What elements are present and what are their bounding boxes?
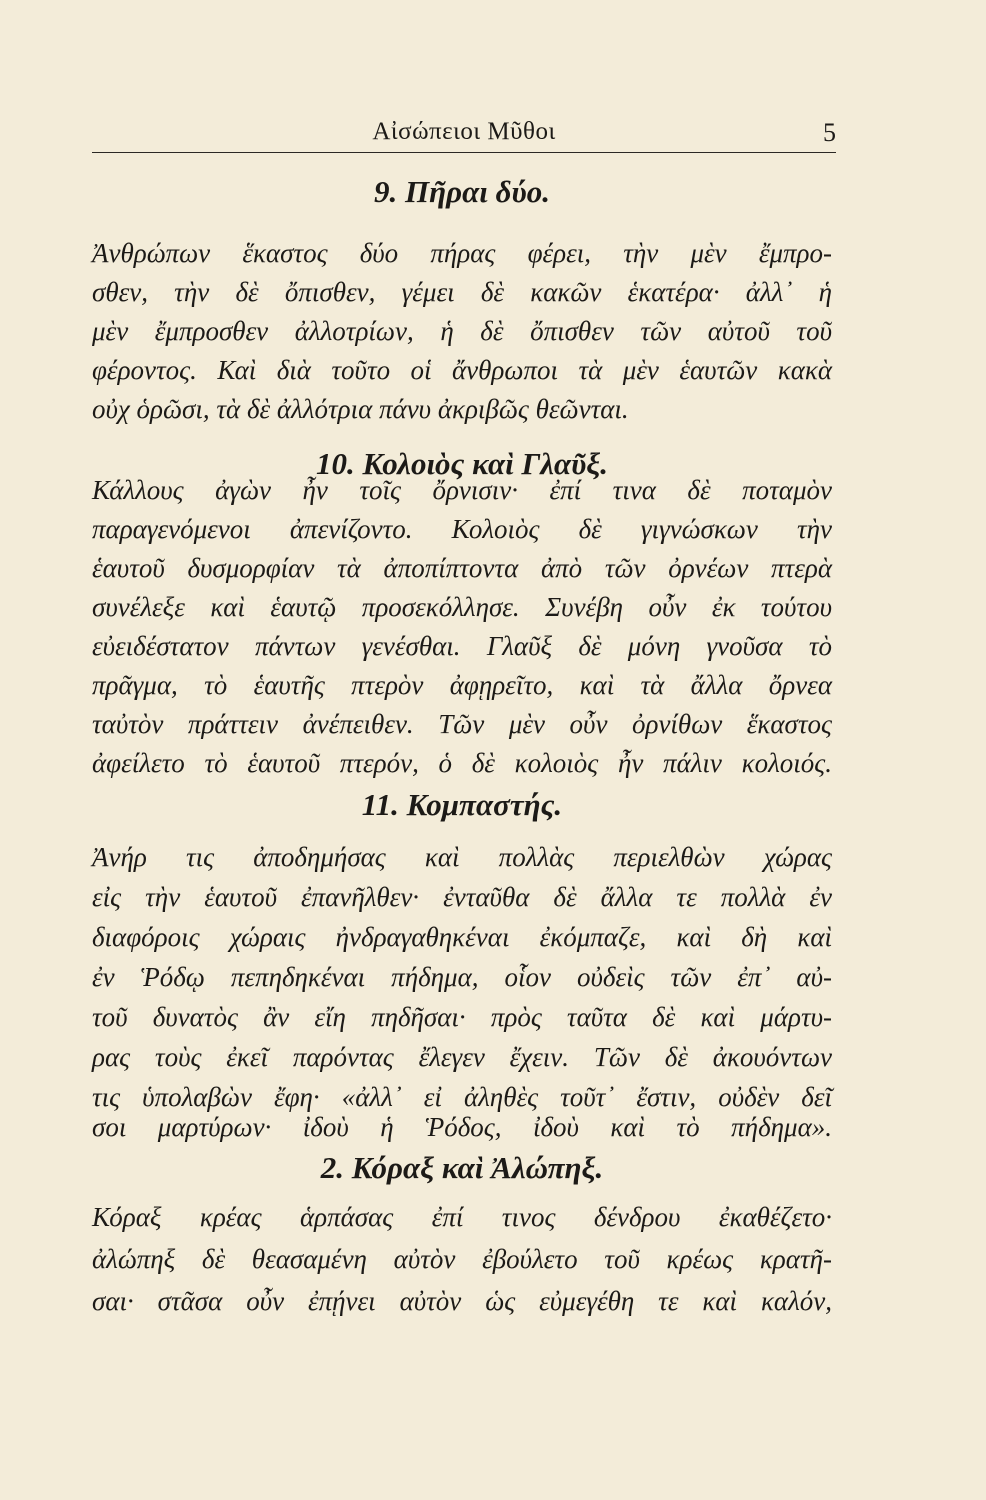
text-line: ἀλώπηξ δὲ θεασαμένη αὐτὸν ἐβούλετο τοῦ κρέως κρατῆ-	[92, 1244, 832, 1274]
page-number: 5	[823, 118, 836, 147]
text-line: διαφόροις χώραις ἠνδραγαθηκέναι ἐκόμπαζε, καὶ δὴ καὶ	[92, 922, 832, 952]
text-line: τις ὑπολαβὼν ἔφη· «ἀλλ᾽ εἰ ἀληθὲς τοῦτ᾽ ἔστιν, οὐδὲν δεῖ	[92, 1082, 832, 1112]
text-line: ρας τοὺς ἐκεῖ παρόντας ἔλεγεν ἔχειν. Τῶν δὲ ἀκουόντων	[92, 1042, 832, 1072]
text-line: Ἀνθρώπων ἕκαστος δύο πήρας φέρει, τὴν μὲν ἔμπρο-	[92, 238, 832, 268]
text-line: φέροντος. Καὶ διὰ τοῦτο οἱ ἄνθρωποι τὰ μὲν ἑαυτῶν κακὰ	[92, 355, 832, 385]
text-line: εἰς τὴν ἑαυτοῦ ἐπανῆλθεν· ἐνταῦθα δὲ ἄλλα τε πολλὰ ἐν	[92, 882, 832, 912]
fable-title: 10. Κολοιὸς καὶ Γλαῦξ.	[316, 446, 608, 481]
fable-title: 9. Πῆραι δύο.	[374, 174, 550, 209]
page-header	[92, 112, 836, 153]
text-line: ταὐτὸν πράττειν ἀνέπειθεν. Τῶν μὲν οὖν ὀρνίθων ἕκαστος	[92, 709, 832, 739]
text-line: ἑαυτοῦ δυσμορφίαν τὰ ἀποπίπτοντα ἀπὸ τῶν ὀρνέων πτερὰ	[92, 553, 832, 583]
fable-title: 11. Κομπαστής.	[361, 787, 563, 822]
text-line: σαι· στᾶσα οὖν ἐπῄνει αὐτὸν ὡς εὐμεγέθη τε καὶ καλόν,	[92, 1286, 832, 1316]
text-line: οὐχ ὁρῶσι, τὰ δὲ ἀλλότρια πάνυ ἀκριβῶς θεῶνται.	[92, 394, 629, 424]
text-line: σθεν, τὴν δὲ ὄπισθεν, γέμει δὲ κακῶν ἑκατέρα· ἀλλ᾽ ἡ	[92, 277, 832, 307]
fable-title: 2. Κόραξ καὶ Ἀλώπηξ.	[320, 1150, 604, 1185]
text-line: Κόραξ κρέας ἁρπάσας ἐπί τινος δένδρου ἐκαθέζετο·	[92, 1202, 832, 1232]
text-line: σοι μαρτύρων· ἰδοὺ ἡ Ῥόδος, ἰδοὺ καὶ τὸ πήδημα».	[92, 1112, 832, 1142]
text-line: Κάλλους ἀγὼν ἦν τοῖς ὄρνισιν· ἐπί τινα δὲ ποταμὸν	[92, 475, 832, 505]
running-title: Αἰσώπειοι Μῦθοι	[372, 118, 556, 145]
text-line: τοῦ δυνατὸς ἂν εἴη πηδῆσαι· πρὸς ταῦτα δὲ καὶ μάρτυ-	[92, 1002, 832, 1032]
text-line: εὐειδέστατον πάντων γενέσθαι. Γλαῦξ δὲ μόνη γνοῦσα τὸ	[92, 631, 832, 661]
text-line: συνέλεξε καὶ ἑαυτῷ προσεκόλλησε. Συνέβη οὖν ἐκ τούτου	[92, 592, 832, 622]
text-line: Ἀνήρ τις ἀποδημήσας καὶ πολλὰς περιελθὼν χώρας	[92, 842, 832, 872]
text-line: πρᾶγμα, τὸ ἑαυτῆς πτερὸν ἀφῃρεῖτο, καὶ τὰ ἄλλα ὄρνεα	[92, 670, 832, 700]
text-line: ἐν Ῥόδῳ πεπηδηκέναι πήδημα, οἷον οὐδεὶς τῶν ἐπ᾽ αὐ-	[92, 962, 832, 992]
text-line: ἀφείλετο τὸ ἑαυτοῦ πτερόν, ὁ δὲ κολοιὸς ἦν πάλιν κολοιός.	[92, 748, 832, 778]
text-line: παραγενόμενοι ἀπενίζοντο. Κολοιὸς δὲ γιγνώσκων τὴν	[92, 514, 832, 544]
text-line: μὲν ἔμπροσθεν ἀλλοτρίων, ἡ δὲ ὄπισθεν τῶν αὐτοῦ τοῦ	[92, 316, 832, 346]
